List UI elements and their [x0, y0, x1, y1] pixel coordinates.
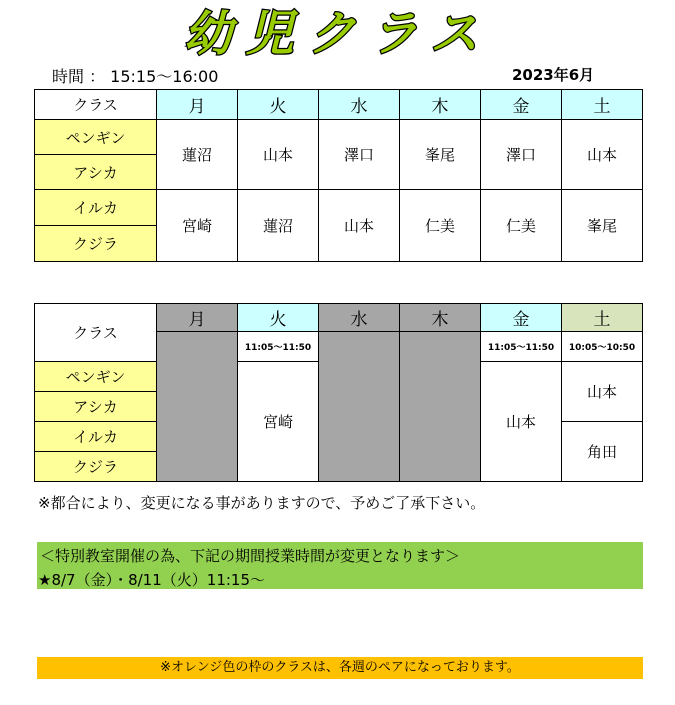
day-fri: 金	[481, 304, 562, 332]
day-mon: 月	[157, 90, 238, 120]
day-tue: 火	[238, 90, 319, 120]
class-time: 時間 ： 15:15～16:00	[52, 67, 219, 86]
table-header-row	[35, 304, 643, 332]
day-thu: 木	[400, 90, 481, 120]
teacher-cell: 山本	[562, 120, 643, 190]
teacher-cell: 蓮沼	[157, 120, 238, 190]
teacher-cell: 仁美	[400, 190, 481, 262]
schedule-month: 2023年6月	[512, 66, 595, 84]
class-name-dolphin: イルカ	[35, 422, 157, 452]
day-wed: 水	[319, 304, 400, 332]
teacher-cell: 山本	[481, 362, 562, 482]
teacher-cell: 宮崎	[157, 190, 238, 262]
teacher-cell: 蓮沼	[238, 190, 319, 262]
weekday-schedule-table	[34, 89, 643, 262]
day-sat: 土	[562, 90, 643, 120]
teacher-cell: 山本	[238, 120, 319, 190]
table-row	[35, 190, 643, 226]
teacher-cell: 澤口	[481, 120, 562, 190]
page-title-text: 幼児クラス	[183, 6, 493, 60]
class-name-dolphin: イルカ	[35, 190, 157, 226]
class-header: クラス	[35, 90, 157, 120]
time-tue: 11:05～11:50	[238, 332, 319, 362]
day-tue: 火	[238, 304, 319, 332]
table-header-row	[35, 90, 643, 120]
day-mon: 月	[157, 304, 238, 332]
closed-cell	[319, 332, 400, 482]
pair-class-note: ※オレンジ色の枠のクラスは、各週のペアになっております。	[37, 657, 643, 679]
class-name-whale: クジラ	[35, 452, 157, 482]
closed-cell	[157, 332, 238, 482]
teacher-cell: 峯尾	[400, 120, 481, 190]
schedule-change-note: ※都合により、変更になる事がありますので、予めご了承下さい。	[38, 494, 486, 512]
time-fri: 11:05～11:50	[481, 332, 562, 362]
day-sat: 土	[562, 304, 643, 332]
teacher-cell: 角田	[562, 422, 643, 482]
class-header: クラス	[35, 304, 157, 362]
teacher-cell: 澤口	[319, 120, 400, 190]
table-row	[35, 120, 643, 155]
class-name-sealion: アシカ	[35, 392, 157, 422]
day-fri: 金	[481, 90, 562, 120]
notice-heading: ＜特別教室開催の為、下記の期間授業時間が変更となります＞	[40, 547, 461, 565]
page-title	[78, 0, 598, 60]
teacher-cell: 峯尾	[562, 190, 643, 262]
teacher-cell: 山本	[319, 190, 400, 262]
teacher-cell: 宮崎	[238, 362, 319, 482]
class-name-penguin: ペンギン	[35, 120, 157, 155]
day-thu: 木	[400, 304, 481, 332]
class-name-whale: クジラ	[35, 226, 157, 262]
class-name-penguin: ペンギン	[35, 362, 157, 392]
notice-dates: ★8/7（金）・8/11（火）11:15～	[38, 571, 266, 589]
teacher-cell: 仁美	[481, 190, 562, 262]
day-wed: 水	[319, 90, 400, 120]
class-name-sealion: アシカ	[35, 155, 157, 190]
morning-schedule-table	[34, 303, 643, 482]
closed-cell	[400, 332, 481, 482]
teacher-cell: 山本	[562, 362, 643, 422]
time-sat: 10:05～10:50	[562, 332, 643, 362]
